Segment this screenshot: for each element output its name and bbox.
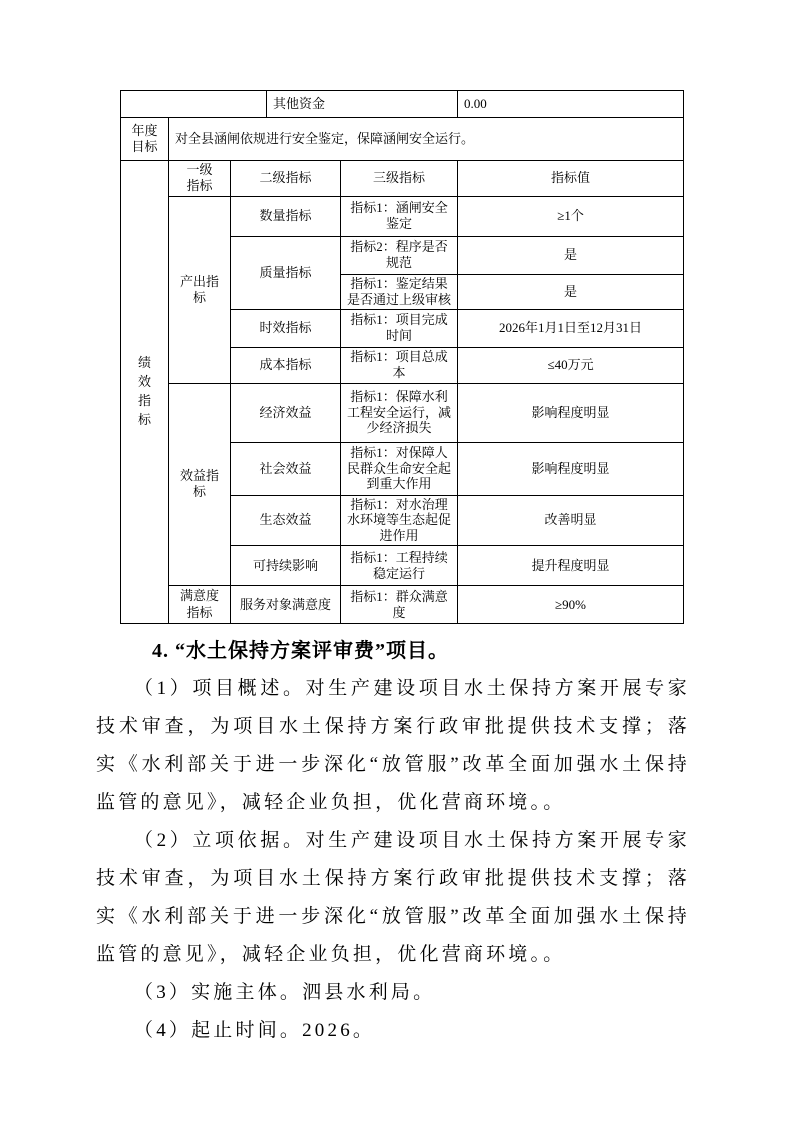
body-text-section <box>96 632 690 1050</box>
empty-cell <box>121 91 267 118</box>
level3-cell: 指标1：工程持续稳定运行 <box>341 546 458 586</box>
level1-output-indicators: 产出指标 <box>169 196 231 383</box>
table-row <box>121 196 684 236</box>
level3-cell: 指标1：对水治理水环境等生态起促进作用 <box>341 495 458 546</box>
header-level3: 三级指标 <box>341 161 458 197</box>
level3-cell: 指标1：项目总成本 <box>341 347 458 383</box>
table-row <box>121 91 684 118</box>
header-level2: 二级指标 <box>231 161 341 197</box>
section-heading: 4. “水土保持方案评审费”项目。 <box>152 640 449 663</box>
annual-goal-label: 年度目标 <box>121 118 169 161</box>
level2-cell: 社会效益 <box>231 442 341 495</box>
header-value: 指标值 <box>458 161 684 197</box>
value-cell: ≥90% <box>458 586 684 624</box>
side-label-performance-indicators: 绩效指标 <box>121 161 169 624</box>
other-funds-label: 其他资金 <box>267 91 458 118</box>
level2-cell: 可持续影响 <box>231 546 341 586</box>
level3-cell: 指标1：群众满意度 <box>341 586 458 624</box>
value-cell: 是 <box>458 274 684 309</box>
table-row <box>121 118 684 161</box>
annual-goal-text: 对全县涵闸依规进行安全鉴定，保障涵闸安全运行。 <box>169 118 684 161</box>
level2-cell: 质量指标 <box>231 236 341 309</box>
value-cell: ≥1个 <box>458 196 684 236</box>
level3-cell: 指标1：对保障人民群众生命安全起到重大作用 <box>341 442 458 495</box>
performance-indicator-table <box>120 90 684 624</box>
header-level1: 一级指标 <box>169 161 231 197</box>
paragraph-project-overview: （1）项目概述。对生产建设项目水土保持方案开展专家技术审查，为项目水土保持方案行政审批提供技术支撑；落实《水利部关于进一步深化“放管服”改革全面加强水土保持监管的意见》，减轻企业负担，优化营商环境。。 <box>96 678 690 814</box>
paragraph-project-basis: （2）立项依据。对生产建设项目水土保持方案开展专家技术审查，为项目水土保持方案行政审批提供技术支撑；落实《水利部关于进一步深化“放管服”改革全面加强水土保持监管的意见》，减轻企业负担，优化营商环境。。 <box>96 830 690 966</box>
level3-cell: 指标1：保障水利工程安全运行，减少经济损失 <box>341 383 458 442</box>
level3-cell: 指标1：涵闸安全鉴定 <box>341 196 458 236</box>
value-cell: 2026年1月1日至12月31日 <box>458 309 684 347</box>
value-cell: ≤40万元 <box>458 347 684 383</box>
level2-cell: 数量指标 <box>231 196 341 236</box>
level2-cell: 生态效益 <box>231 495 341 546</box>
level3-cell: 指标2：程序是否规范 <box>341 236 458 274</box>
table-row <box>121 586 684 624</box>
table-row <box>121 383 684 442</box>
level2-cell: 成本指标 <box>231 347 341 383</box>
value-cell: 是 <box>458 236 684 274</box>
other-funds-value: 0.00 <box>458 91 684 118</box>
value-cell: 影响程度明显 <box>458 442 684 495</box>
level2-cell: 经济效益 <box>231 383 341 442</box>
paragraph-implementing-body: （3）实施主体。泗县水利局。 <box>134 982 436 1004</box>
level2-cell: 时效指标 <box>231 309 341 347</box>
table-header-row <box>121 161 684 197</box>
level1-benefit-indicators: 效益指标 <box>169 383 231 586</box>
value-cell: 改善明显 <box>458 495 684 546</box>
level3-cell: 指标1：项目完成时间 <box>341 309 458 347</box>
level1-satisfaction-indicators: 满意度指标 <box>169 586 231 624</box>
value-cell: 影响程度明显 <box>458 383 684 442</box>
level2-cell: 服务对象满意度 <box>231 586 341 624</box>
value-cell: 提升程度明显 <box>458 546 684 586</box>
paragraph-time-span: （4）起止时间。2026。 <box>134 1020 376 1042</box>
level3-cell: 指标1：鉴定结果是否通过上级审核 <box>341 274 458 309</box>
